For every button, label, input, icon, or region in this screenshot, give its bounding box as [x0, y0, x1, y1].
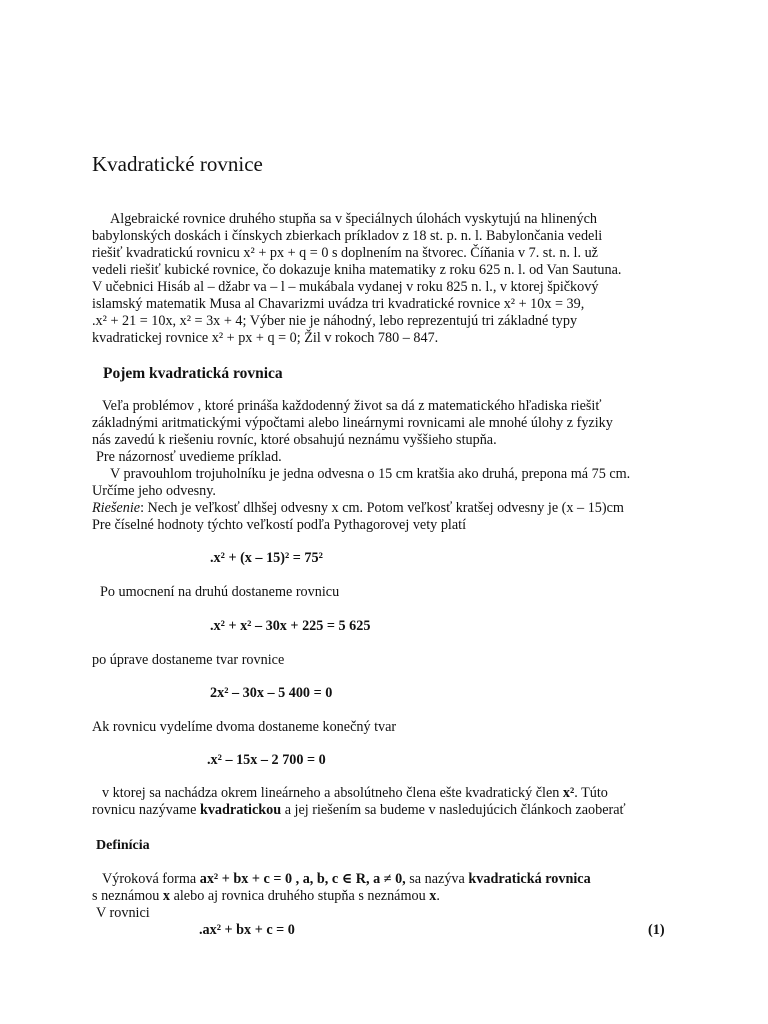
step-text: Po umocnení na druhú dostaneme rovnicu [100, 584, 340, 600]
definition-heading: Definícia [96, 838, 150, 853]
intro-line: vedeli riešiť kubické rovnice, čo dokazuje kniha matematiky z roku 625 n. l. od Van Sautuna. [92, 262, 622, 278]
solution-line [92, 500, 692, 517]
equation-simplified: 2x² – 30x – 5 400 = 0 [210, 685, 333, 701]
intro-line: islamský matematik Musa al Chavarizmi uvádza tri kvadratické rovnice x² + 10x = 39, [92, 296, 585, 312]
intro-line: V učebnici Hisáb al – džabr va – l – mukábala vydanej v roku 825 n. l., v ktorej špičkový [92, 279, 599, 295]
problem-line: Veľa problémov , ktoré prináša každodenný život sa dá z matematického hľadiska riešiť [102, 398, 602, 414]
definition-paragraph [92, 871, 692, 922]
conclusion-line: v ktorej sa nachádza okrem lineárneho a absolútneho člena ešte kvadratický člen x². Túto [102, 785, 608, 801]
definition-line: V rovnici [96, 905, 150, 921]
step-text: po úprave dostaneme tvar rovnice [92, 652, 285, 668]
equation-final: .x² – 15x – 2 700 = 0 [207, 752, 326, 768]
solution-line: Pre číselné hodnoty týchto veľkostí podľa Pythagorovej vety platí [92, 517, 467, 533]
intro-line: Algebraické rovnice druhého stupňa sa v špeciálnych úlohách vyskytujú na hlinených [110, 211, 597, 227]
conclusion-line: rovnicu nazývame kvadratickou a jej riešením sa budeme v nasledujúcich článkoch zaoberať [92, 802, 626, 818]
definition-line: s neznámou x alebo aj rovnica druhého stupňa s neznámou x. [92, 888, 440, 904]
page-title: Kvadratické rovnice [92, 152, 263, 176]
solution-text: : Nech je veľkosť dlhšej odvesny x cm. Potom veľkosť kratšej odvesny je (x – 15)cm [140, 500, 624, 516]
problem-line: nás zavedú k riešeniu rovníc, ktoré obsahujú neznámu vyššieho stupňa. [92, 432, 497, 448]
problem-line: V pravouhlom trojuholníku je jedna odvesna o 15 cm kratšia ako druhá, prepona má 75 cm. [110, 466, 631, 482]
conclusion-paragraph [92, 785, 692, 819]
problem-line: Určíme jeho odvesny. [92, 483, 216, 499]
problem-paragraph [92, 398, 692, 534]
problem-line: základnými aritmatickými výpočtami alebo lineárnymi rovnicami ale mnohé úlohy z fyziky [92, 415, 613, 431]
intro-paragraph [92, 211, 692, 347]
section-heading: Pojem kvadratická rovnica [103, 365, 283, 382]
equation-number: (1) [648, 922, 665, 938]
equation-general: .ax² + bx + c = 0 [199, 922, 295, 938]
intro-line: kvadratickej rovnice x² + px + q = 0; Žil v rokoch 780 – 847. [92, 330, 439, 346]
intro-line: riešiť kvadratickú rovnicu x² + px + q = 0 s doplnením na štvorec. Číňania v 7. st. n. l. už [92, 245, 598, 261]
intro-line: babylonských doskách i čínskych zbierkach príkladov z 18 st. p. n. l. Babylončania vedeli [92, 228, 603, 244]
problem-line: Pre názornosť uvedieme príklad. [96, 449, 282, 465]
step-text: Ak rovnicu vydelíme dvoma dostaneme konečný tvar [92, 719, 397, 735]
equation-expanded: .x² + x² – 30x + 225 = 5 625 [210, 618, 371, 634]
equation-pythagoras: .x² + (x – 15)² = 75² [210, 550, 323, 566]
definition-line: Výroková forma ax² + bx + c = 0 , a, b, c ∈ R, a ≠ 0, sa nazýva kvadratická rovnica [102, 871, 591, 887]
intro-line: .x² + 21 = 10x, x² = 3x + 4; Výber nie je náhodný, lebo reprezentujú tri základné typy [92, 313, 578, 329]
solution-label: Riešenie [92, 500, 141, 516]
